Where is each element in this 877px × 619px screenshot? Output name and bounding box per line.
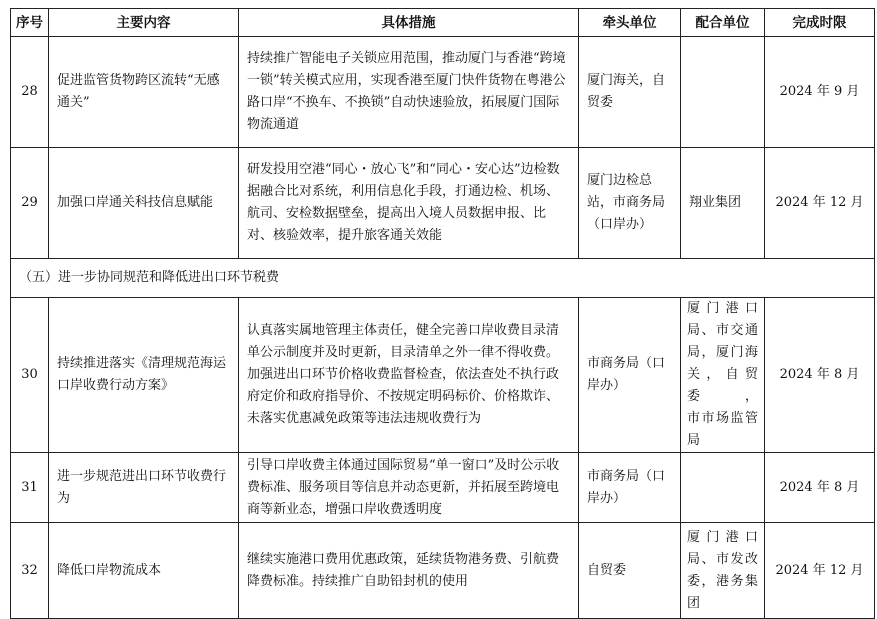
cooperate-line: 局、市发改 — [687, 551, 758, 567]
row-content: 促进监管货物跨区流转“无感通关” — [49, 37, 239, 148]
table-row — [11, 37, 875, 148]
row-content: 持续推进落实《清理规范海运口岸收费行动方案》 — [49, 298, 239, 453]
header-cooperate: 配合单位 — [681, 9, 765, 37]
cooperate-line: 局 — [687, 433, 701, 448]
header-measures: 具体措施 — [239, 9, 579, 37]
table-row — [11, 523, 875, 619]
row-content: 加强口岸通关科技信息赋能 — [49, 148, 239, 259]
cooperate-line: 市市场监管 — [687, 411, 758, 426]
cooperate-line: 委，港务集 — [687, 573, 758, 589]
header-lead: 牵头单位 — [579, 9, 681, 37]
row-number: 31 — [11, 453, 49, 523]
section-heading: （五）进一步协同规范和降低进出口环节税费 — [11, 259, 875, 298]
row-deadline: 2024 年 8 月 — [765, 298, 875, 453]
row-measures: 继续实施港口费用优惠政策，延续货物港务费、引航费降费标准。持续推广自助铅封机的使用 — [239, 523, 579, 619]
header-content: 主要内容 — [49, 9, 239, 37]
row-measures: 引导口岸收费主体通过国际贸易“单一窗口”及时公示收费标准、服务项目等信息并动态更新，并拓展至跨境电商等新业态，增强口岸收费透明度 — [239, 453, 579, 523]
row-cooperate — [681, 523, 765, 619]
row-lead: 自贸委 — [579, 523, 681, 619]
cooperate-line: 局、市交通 — [687, 323, 758, 338]
row-deadline: 2024 年 12 月 — [765, 523, 875, 619]
row-measures: 研发投用空港“同心・放心飞”和“同心・安心达”边检数据融合比对系统，利用信息化手段，打通边检、机场、航司、安检数据壁垒，提高出入境人员数据申报、比对、核验效率，提升旅客通关效能 — [239, 148, 579, 259]
row-cooperate: 翔业集团 — [681, 148, 765, 259]
row-content: 降低口岸物流成本 — [49, 523, 239, 619]
row-lead: 市商务局（口岸办） — [579, 453, 681, 523]
row-cooperate — [681, 453, 765, 523]
row-deadline: 2024 年 9 月 — [765, 37, 875, 148]
row-number: 30 — [11, 298, 49, 453]
table-row — [11, 148, 875, 259]
row-deadline: 2024 年 8 月 — [765, 453, 875, 523]
row-measures: 持续推广智能电子关锁应用范围，推动厦门与香港“跨境一锁”转关模式应用，实现香港至厦门快件货物在粤港公路口岸“不换车、不换锁”自动快速验放，拓展厦门国际物流通道 — [239, 37, 579, 148]
row-cooperate — [681, 298, 765, 453]
row-number: 29 — [11, 148, 49, 259]
row-number: 28 — [11, 37, 49, 148]
cooperate-line: 团 — [687, 595, 701, 611]
cooperate-line: 关，自贸委， — [687, 367, 758, 404]
table-header-row — [11, 9, 875, 37]
header-deadline: 完成时限 — [765, 9, 875, 37]
row-number: 32 — [11, 523, 49, 619]
cooperate-line: 局，厦门海 — [687, 345, 758, 360]
measures-table — [10, 8, 875, 619]
row-lead: 厦门海关，自贸委 — [579, 37, 681, 148]
row-lead: 厦门边检总站，市商务局（口岸办） — [579, 148, 681, 259]
cooperate-line: 厦门港口 — [687, 301, 758, 316]
row-cooperate — [681, 37, 765, 148]
row-measures: 认真落实属地管理主体责任，健全完善口岸收费目录清单公示制度并及时更新，目录清单之外一律不得收费。加强进出口环节价格收费监督检查，依法查处不执行政府定价和政府指导价、不按规定明码标价、价格欺诈、未落实优惠减免政策等违法违规收费行为 — [239, 298, 579, 453]
cooperate-line: 厦门港口 — [687, 529, 758, 545]
table-row — [11, 453, 875, 523]
header-no: 序号 — [11, 9, 49, 37]
row-lead: 市商务局（口岸办） — [579, 298, 681, 453]
row-deadline: 2024 年 12 月 — [765, 148, 875, 259]
table-row — [11, 298, 875, 453]
section-row — [11, 259, 875, 298]
row-content: 进一步规范进出口环节收费行为 — [49, 453, 239, 523]
